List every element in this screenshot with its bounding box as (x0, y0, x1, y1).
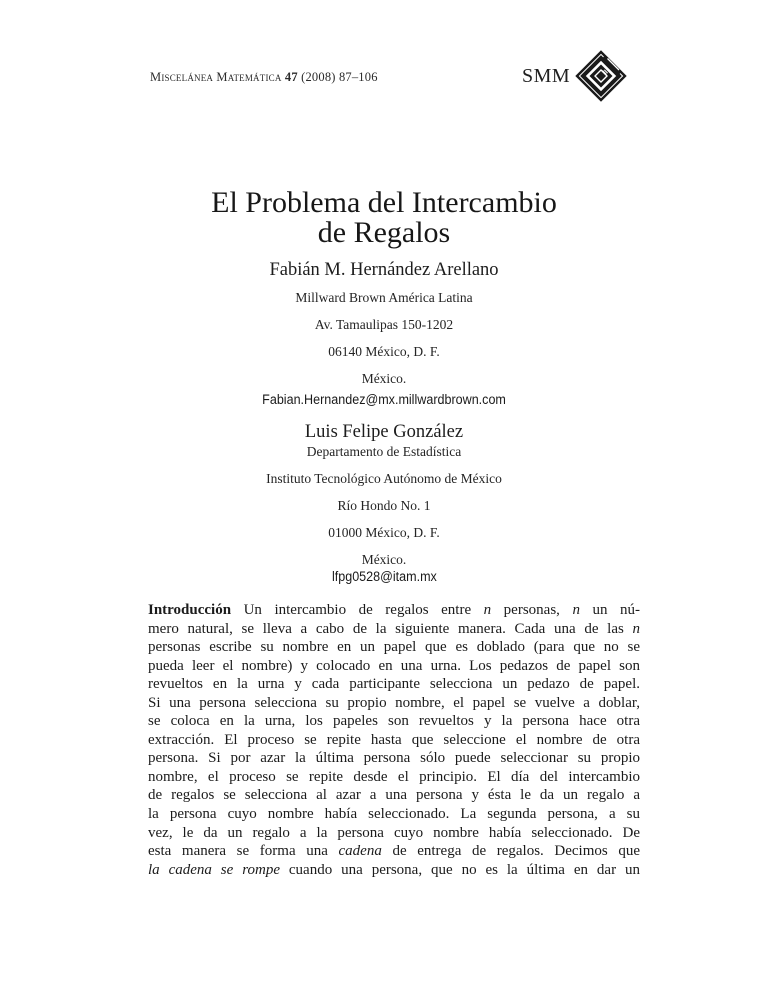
body-line: se coloca en la urna, los papeles son revueltos y la persona hace otra (148, 713, 640, 730)
affiliation-line: Av. Tamaulipas 150-1202 (314, 317, 454, 332)
body-line: esta manera se forma una cadena de entrega de regalos. Decimos que (148, 843, 640, 860)
body-line: Introducción Un intercambio de regalos entre n personas, n un nú- (148, 602, 640, 618)
journal-name: Miscelánea Matemática (150, 70, 282, 84)
affiliation-block-2 (0, 438, 768, 573)
body-text (148, 601, 640, 879)
author-name-2: Luis Felipe González (304, 422, 464, 442)
paper-title-line1: El Problema del Intercambio (211, 186, 557, 219)
paper-title-line2: de Regalos (317, 216, 451, 249)
body-line: nombre, el proceso se repite desde el principio. El día del intercambio (148, 768, 640, 785)
author-email-1-text: Fabian.Hernandez@mx.millwardbrown.com (262, 392, 506, 407)
body-line: extracción. El proceso se repite hasta que seleccione el nombre de otra (148, 731, 640, 748)
body-line: persona. Si por azar la última persona sólo puede seleccionar su propio (148, 750, 640, 767)
journal-citation (150, 70, 378, 85)
author-email-2 (0, 570, 768, 584)
body-line: vez, le da un regalo a la persona cuyo nombre había seleccionado. De (148, 824, 640, 841)
body-line: de regalos se selecciona al azar a una persona y ésta le da un regalo a (148, 787, 640, 804)
journal-volume: 47 (284, 70, 298, 84)
affiliation-line: México. (361, 552, 407, 567)
author-email-2-text: lfpg0528@itam.mx (331, 569, 437, 584)
smm-diamond-logo-icon (575, 50, 627, 102)
body-line: la persona cuyo nombre había seleccionado. La segunda persona, a su (148, 806, 640, 823)
body-line: la cadena se rompe cuando una persona, que no es la última en dar un (148, 861, 640, 878)
body-line: pueda leer el nombre) y colocado en una urna. Los pedazos de papel son (148, 657, 640, 674)
body-line: mero natural, se lleva a cabo de la siguiente manera. Cada una de las n (148, 620, 640, 637)
society-brand (522, 50, 627, 102)
affiliation-line: Instituto Tecnológico Autónomo de México (266, 471, 502, 486)
affiliation-line: 01000 México, D. F. (328, 525, 440, 540)
affiliation-line: Departamento de Estadística (306, 444, 462, 459)
journal-issue-pages: (2008) 87–106 (301, 70, 378, 84)
body-line: revueltos en la urna y cada participante selecciona un pedazo de papel. (148, 676, 640, 693)
affiliation-line: Millward Brown América Latina (295, 290, 473, 305)
body-line: personas escribe su nombre en un papel que es doblado (para que no se (148, 639, 640, 656)
author-email-1 (0, 393, 768, 407)
affiliation-line: México. (361, 371, 407, 386)
affiliation-block-1 (0, 284, 768, 392)
author-name-1: Fabián M. Hernández Arellano (269, 260, 499, 280)
society-acronym: SMM (522, 65, 571, 87)
affiliation-line: 06140 México, D. F. (328, 344, 440, 359)
affiliation-line: Río Hondo No. 1 (337, 498, 431, 513)
paper-title (0, 188, 768, 248)
body-line: Si una persona selecciona su propio nombre, el papel se vuelve a doblar, (148, 694, 640, 711)
